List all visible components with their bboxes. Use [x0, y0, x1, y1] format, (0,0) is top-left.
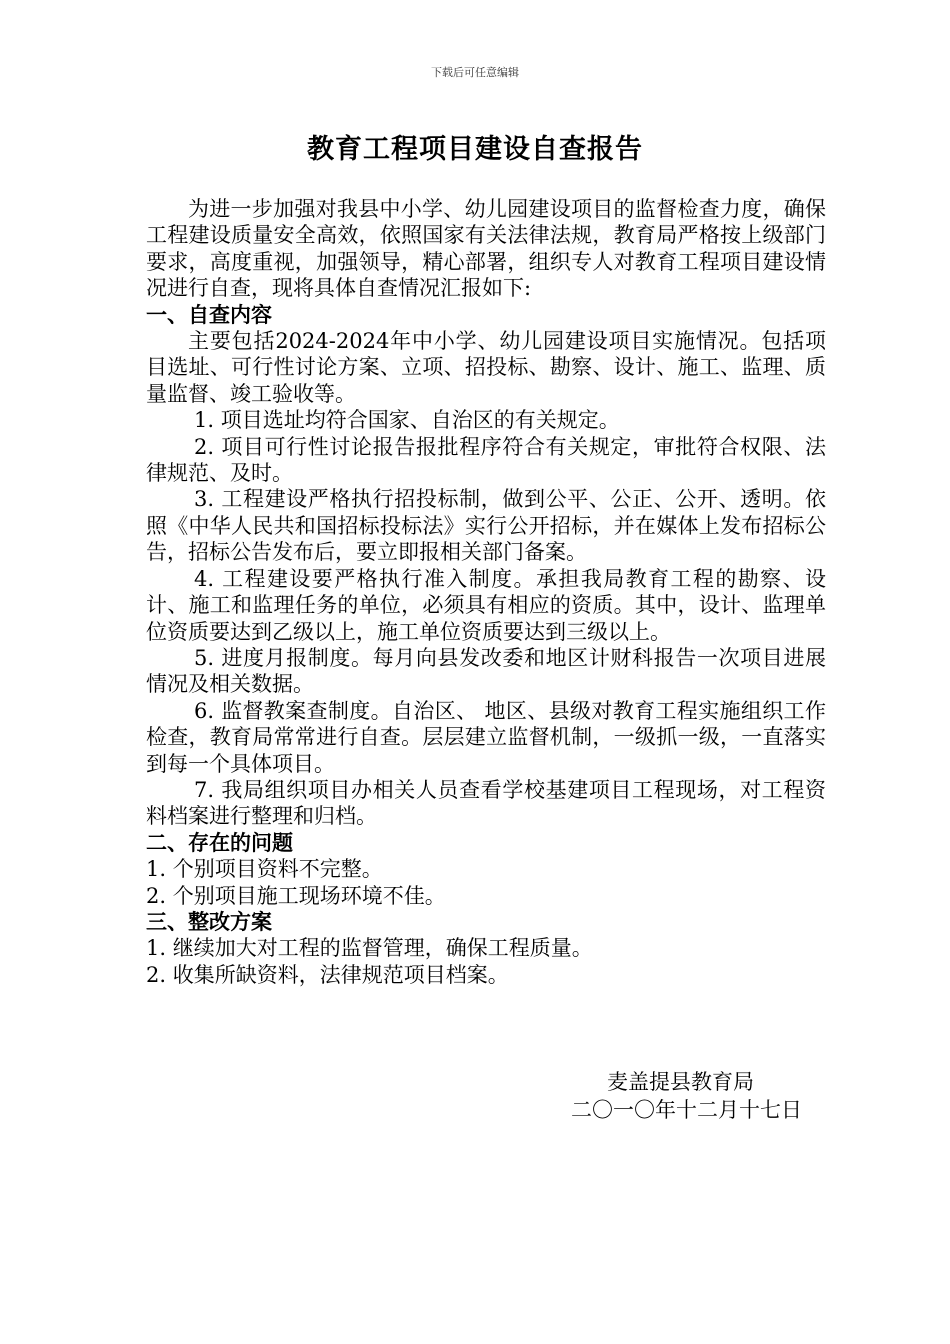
document-body: [146, 196, 826, 988]
rectification-item: 1. 继续加大对工程的监督管理，确保工程质量。: [146, 936, 593, 961]
problem-item: 1. 个别项目资料不完整。: [146, 857, 383, 882]
signature-date: 二〇一〇年十二月十七日: [571, 1098, 802, 1122]
self-check-item: 2. 项目可行性讨论报告报批程序符合有关规定，审批符合权限、法律规范、及时。: [146, 434, 826, 486]
header-note: 下载后可任意编辑: [431, 66, 519, 79]
section-heading-rectification: 三、整改方案: [146, 908, 272, 934]
self-check-item: 1. 项目选址均符合国家、自治区的有关规定。: [194, 408, 620, 433]
signature-block: [571, 1068, 802, 1124]
rectification-item: 2. 收集所缺资料，法律规范项目档案。: [146, 962, 509, 987]
section-heading-self-check: 一、自查内容: [146, 301, 272, 327]
self-check-item: 6. 监督教案查制度。自治区、 地区、县级对教育工程实施组织工作检查，教育局常常进行自查。层层建立监督机制，一级抓一级，一直落实到每一个具体项目。: [146, 698, 826, 776]
self-check-item: 7. 我局组织项目办相关人员查看学校基建项目工程现场，对工程资料档案进行整理和归档。: [146, 777, 826, 829]
intro-paragraph: 为进一步加强对我县中小学、幼儿园建设项目的监督检查力度，确保工程建设质量安全高效，依照国家有关法律法规，教育局严格按上级部门要求，高度重视，加强领导，精心部署，组织专人对教育工程项目建设情况进行自查，现将具体自查情况汇报如下:: [146, 197, 826, 301]
section-heading-problems: 二、存在的问题: [146, 829, 293, 855]
self-check-item: 3. 工程建设严格执行招投标制，做到公平、公正、公开、透明。依照《中华人民共和国招标投标法》实行公开招标，并在媒体上发布招标公告，招标公告发布后，要立即报相关部门备案。: [146, 487, 826, 565]
problem-item: 2. 个别项目施工现场环境不佳。: [146, 883, 446, 908]
document-title: 教育工程项目建设自查报告: [307, 134, 643, 165]
self-check-item: 4. 工程建设要严格执行准入制度。承担我局教育工程的勘察、设计、施工和监理任务的单位，必须具有相应的资质。其中，设计、监理单位资质要达到乙级以上，施工单位资质要达到三级以上。: [146, 566, 826, 644]
signature-organization: 麦盖提县教育局: [607, 1070, 754, 1094]
self-check-summary: 主要包括2024-2024年中小学、幼儿园建设项目实施情况。包括项目选址、可行性讨论方案、立项、招投标、勘察、设计、施工、监理、质量监督、竣工验收等。: [146, 329, 826, 406]
self-check-item: 5. 进度月报制度。每月向县发改委和地区计财科报告一次项目进展情况及相关数据。: [146, 645, 826, 697]
